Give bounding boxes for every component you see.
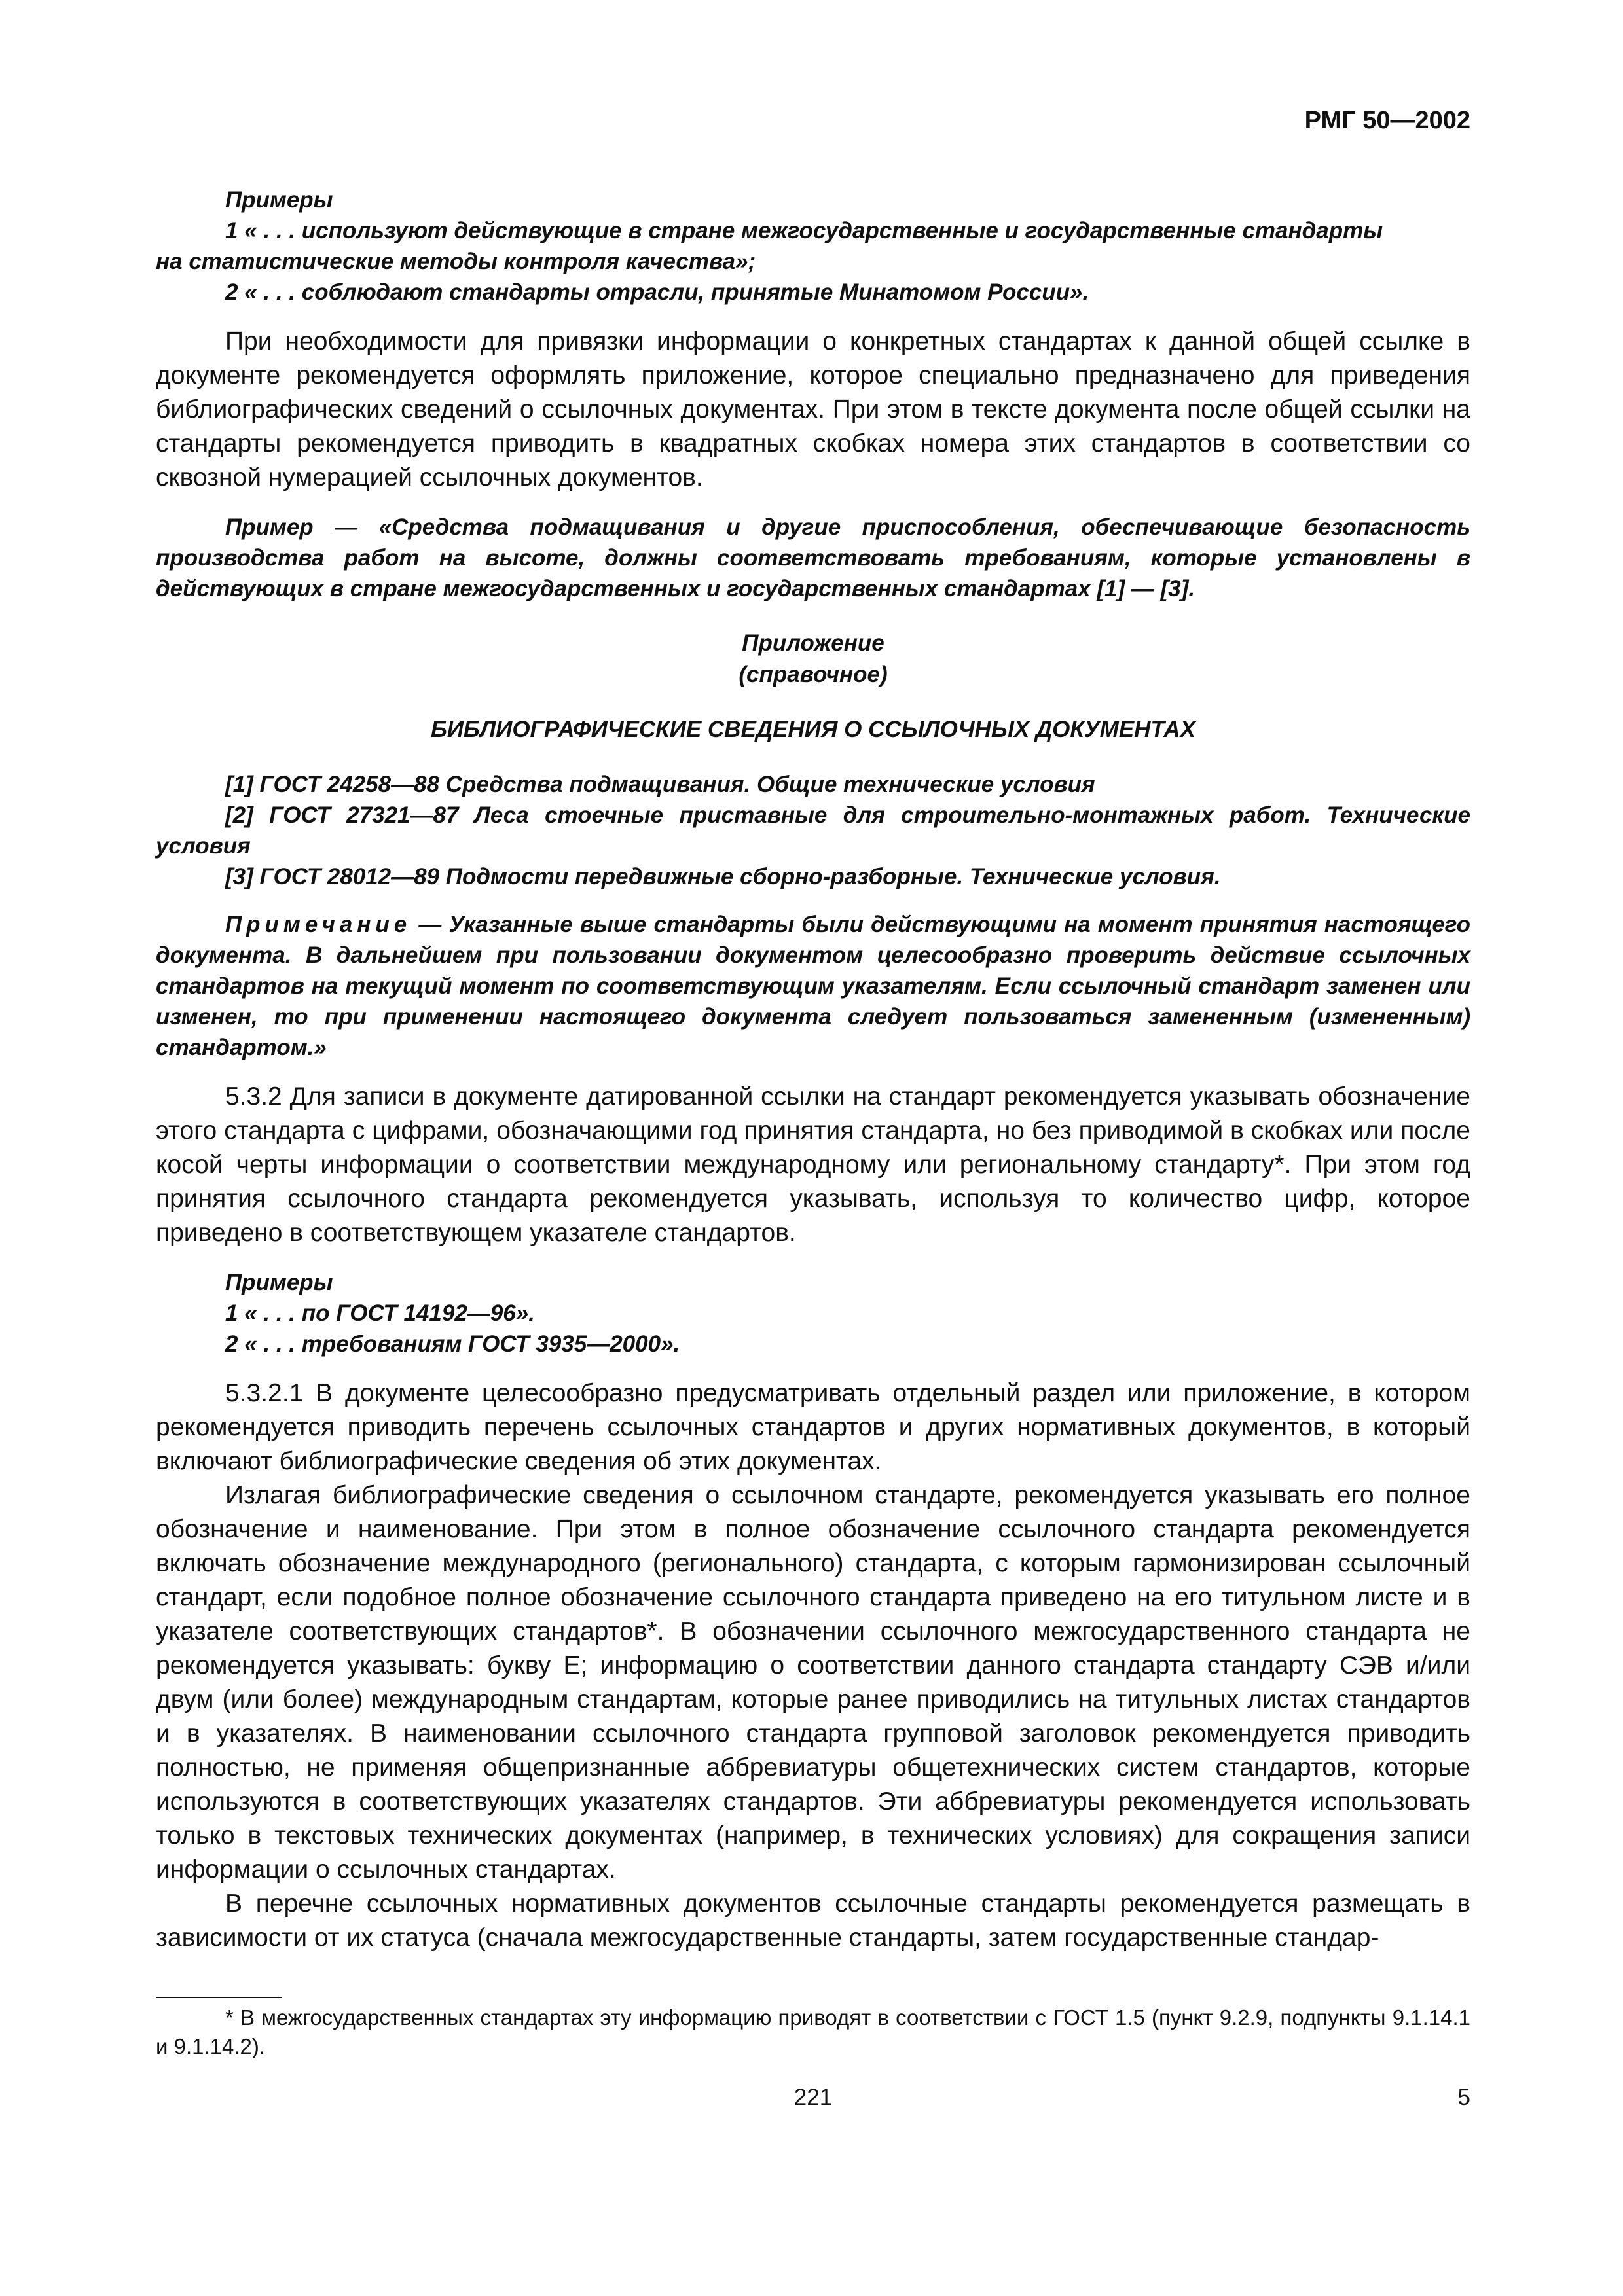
- note-label: Примечание: [225, 912, 412, 937]
- example-2-item-1: 1 « . . . по ГОСТ 14192—96».: [225, 1300, 535, 1326]
- example-item-1: 1 « . . . используют действующие в стране межгосударственные и государственные стандарты: [225, 218, 1383, 243]
- example-2-item-2: 2 « . . . требованиям ГОСТ 3935—2000».: [225, 1331, 680, 1357]
- example-quote: Пример — «Средства подмащивания и другие приспособления, обеспечивающие безопасность производства работ на высоте, должны соответствовать требованиям, которые установлены в действующих в стране межгосударственных и государственных стандартах [1] — [3].: [156, 514, 1470, 601]
- examples-block-2: [156, 1267, 1470, 1359]
- paragraph-reference-list-order: В перечне ссылочных нормативных документов ссылочные стандарты рекомендуется размещать в зависимости от их статуса (сначала межгосударственные стандарты, затем государственные стандар-: [156, 1890, 1470, 1952]
- bibliography-item-3: [3] ГОСТ 28012—89 Подмости передвижные сборно-разборные. Технические условия.: [225, 864, 1221, 889]
- document-page: [156, 105, 1470, 2116]
- paragraph-bibliographic-info: Излагая библиографические сведения о ссылочном стандарте, рекомендуется указывать его полное обозначение и наименование. При этом в полное обозначение ссылочного стандарта рекомендуется включать обозначение международного (регионального) стандарта, с которым гармонизирован ссылочный стандарт, если подобное полное обозначение ссылочного стандарта приведено на его титульном листе и в указателе соответствующих стандартов*. В обозначении ссылочного межгосударственного стандарта не рекомендуется указывать: букву Е; информацию о соответствии данного стандарта стандарту СЭВ и/или двум (или более) международным стандартам, которые ранее приводились на титульных листах стандартов и в указателях. В наименовании ссылочного стандарта групповой заголовок рекомендуется приводить полностью, не применяя общепризнанные аббревиатуры общетехнических систем стандартов, которые используются в соответствующих указателях стандартов. Эти аббревиатуры рекомендуется использовать только в текстовых технических документах (например, в технических условиях) для сокращения записи информации о ссылочных стандартах.: [156, 1481, 1470, 1884]
- page-number-center: 221: [793, 2085, 833, 2110]
- bibliography-item-2: [2] ГОСТ 27321—87 Леса стоечные приставные для строительно-монтажных работ. Технические условия: [156, 802, 1470, 859]
- appendix-label: Приложение: [742, 630, 884, 656]
- paragraph-appendix-linking: При необходимости для привязки информации о конкретных стандартах к данной общей ссылке в документе рекомендуется оформлять приложение, которое специально предназначено для приведения библиографических сведений о ссылочных документах. При этом в тексте документа после общей ссылки на стандарты рекомендуется приводить в квадратных скобках номера этих стандартов в соответствии со сквозной нумерацией ссылочных документов.: [156, 327, 1470, 492]
- examples-block-1: [156, 185, 1470, 308]
- appendix-note: [156, 909, 1470, 1063]
- document-designation: РМГ 50—2002: [1304, 107, 1470, 134]
- bibliography-item-1: [1] ГОСТ 24258—88 Средства подмащивания. Общие технические условия: [225, 772, 1095, 797]
- appendix-title: БИБЛИОГРАФИЧЕСКИЕ СВЕДЕНИЯ О ССЫЛОЧНЫХ ДОКУМЕНТАХ: [430, 717, 1196, 742]
- examples-title-2: Примеры: [225, 1270, 333, 1295]
- footnote: * В межгосударственных стандартах эту информацию приводят в соответствии с ГОСТ 1.5 (пункт 9.2.9, подпункты 9.1.14.1 и 9.1.14.2).: [156, 2005, 1470, 2058]
- examples-title: Примеры: [225, 187, 333, 213]
- bibliography-list: [156, 769, 1470, 892]
- example-item-2: 2 « . . . соблюдают стандарты отрасли, принятые Минатомом России».: [225, 279, 1089, 305]
- footnote-separator: [156, 1997, 282, 1998]
- note-text: — Указанные выше стандарты были действующими на момент принятия настоящего документа. В дальнейшем при пользовании документом целесообразно проверить действие ссылочных стандартов на текущий момент по соответствующим указателям. Если ссылочный стандарт заменен или изменен, то при применении настоящего документа следует пользоваться замененным (измененным) стандартом.»: [156, 912, 1470, 1060]
- appendix-status: (справочное): [739, 662, 888, 687]
- page-number-right: 5: [1457, 2085, 1470, 2110]
- page-footer: [156, 2085, 1470, 2116]
- paragraph-5-3-2-1: 5.3.2.1 В документе целесообразно предусматривать отдельный раздел или приложение, в котором рекомендуется приводить перечень ссылочных стандартов и других нормативных документов, в который включают библиографические сведения об этих документах.: [156, 1379, 1470, 1475]
- paragraph-5-3-2: 5.3.2 Для записи в документе датированной ссылки на стандарт рекомендуется указывать обозначение этого стандарта с цифрами, обозначающими год принятия стандарта, но без приводимой в скобках или после косой черты информации о соответствии международному или региональному стандарту*. При этом год принятия ссылочного стандарта рекомендуется указывать, используя то количество цифр, которое приведено в соответствующем указателе стандартов.: [156, 1083, 1470, 1247]
- example-item-1-continued: на статистические методы контроля качества»;: [156, 249, 756, 274]
